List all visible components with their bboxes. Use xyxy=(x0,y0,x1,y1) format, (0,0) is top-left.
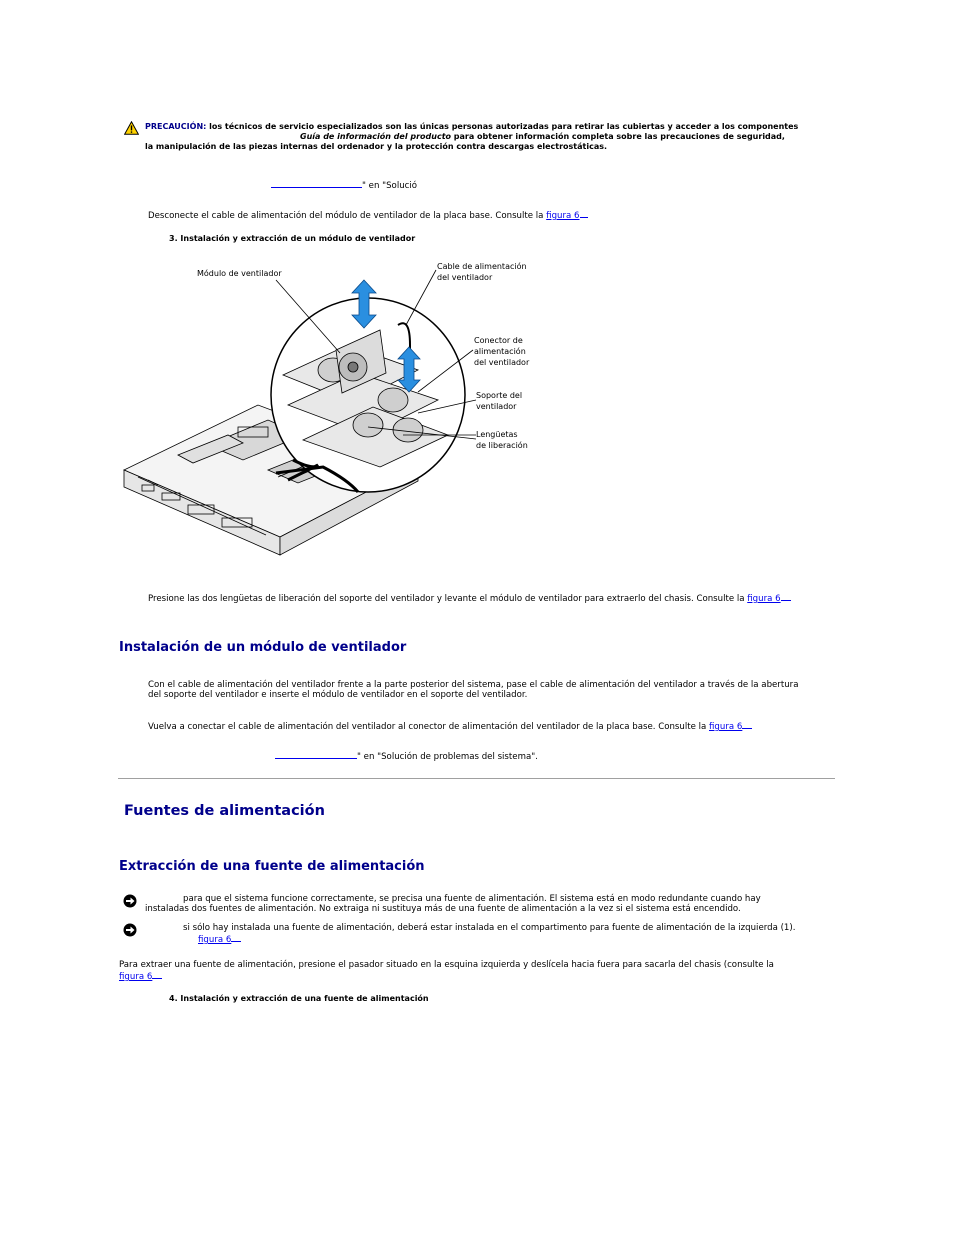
figure-link[interactable]: figura 6 xyxy=(198,935,232,945)
install-step-route-cable: Con el cable de alimentación del ventilador frente a la parte posterior del sistema, pase el cable de alimentación del ventilador a través de la abertura del soporte del ventilador e inserte el módulo de ventilador en el soporte del ventilador. xyxy=(148,680,799,700)
section-divider xyxy=(118,778,835,779)
install-fan-heading: Instalación de un módulo de ventilador xyxy=(119,640,407,655)
note-2-line-1: si sólo hay instalada una fuente de alimentación, deberá estar instalada en el compartimento para fuente de alimentación de la izquierda (1). xyxy=(183,923,796,933)
install-troubleshooting-reference: " en "Solución de problemas del sistema". xyxy=(275,750,538,762)
remove-power-supply-paragraph: Para extraer una fuente de alimentación, presione el pasador situado en la esquina izquierda y deslícela hacia fuera para sacarla del chasis (consulte la figura 6 xyxy=(119,960,774,982)
figure-4-caption: 4. Instalación y extracción de una fuente de alimentación xyxy=(169,994,429,1003)
power-supplies-heading: Fuentes de alimentación xyxy=(124,803,325,819)
reference-link[interactable] xyxy=(275,750,357,759)
note-2-line-2 xyxy=(198,933,241,945)
step-press-release-tabs: Presione las dos lengüetas de liberación del soporte del ventilador y levante el módulo de ventilador para extraerlo del chasis. Consulte la figura 6 xyxy=(148,592,791,604)
figure-link[interactable]: figura 6 xyxy=(709,722,743,732)
callout-fan-power-cable: Cable de alimentación del ventilador xyxy=(437,262,527,282)
figure-link[interactable]: figura 6 xyxy=(119,972,153,982)
note-1-line-2: instaladas dos fuentes de alimentación. No extraiga ni sustituya más de una fuente de alimentación a la vez si el sistema está encendido. xyxy=(145,904,741,914)
caution-line-3: la manipulación de las piezas internas del ordenador y la protección contra descargas electrostáticas. xyxy=(145,142,608,151)
callout-release-tabs: Lengüetas de liberación xyxy=(476,430,528,450)
figure-link[interactable]: figura 6 xyxy=(747,594,781,604)
caution-warning-icon xyxy=(124,121,139,135)
caution-label: PRECAUCIÓN: xyxy=(145,122,207,131)
callout-fan-module: Módulo de ventilador xyxy=(197,269,282,278)
note-1-line-1: para que el sistema funcione correctamente, se precisa una fuente de alimentación. El sistema está en modo redundante cuando hay xyxy=(183,894,761,904)
figure-3-caption: 3. Instalación y extracción de un módulo de ventilador xyxy=(169,234,416,243)
step-disconnect-cable: Desconecte el cable de alimentación del módulo de ventilador de la placa base. Consulte la figura 6 xyxy=(148,209,588,221)
remove-power-supply-heading: Extracción de una fuente de alimentación xyxy=(119,859,425,874)
install-step-reconnect: Vuelva a conectar el cable de alimentación del ventilador al conector de alimentación del ventilador de la placa base. Consulte la figura 6 xyxy=(148,720,752,732)
note-icon xyxy=(123,894,137,908)
caution-line-2: Guía de información del producto para obtener información completa sobre las precauciones de seguridad, xyxy=(300,132,785,141)
note-icon xyxy=(123,923,137,937)
callout-fan-power-connector: Conector de alimentación del ventilador xyxy=(474,336,530,367)
troubleshooting-reference: " en "Solució xyxy=(271,179,417,191)
reference-link[interactable] xyxy=(271,179,362,188)
fan-module-illustration xyxy=(118,255,538,570)
callout-fan-bracket: Soporte del ventilador xyxy=(476,391,523,411)
figure-link[interactable]: figura 6 xyxy=(546,211,580,221)
caution-line-1: PRECAUCIÓN: los técnicos de servicio especializados son las únicas personas autorizadas para retirar las cubiertas y acceder a los componentes xyxy=(145,122,799,131)
